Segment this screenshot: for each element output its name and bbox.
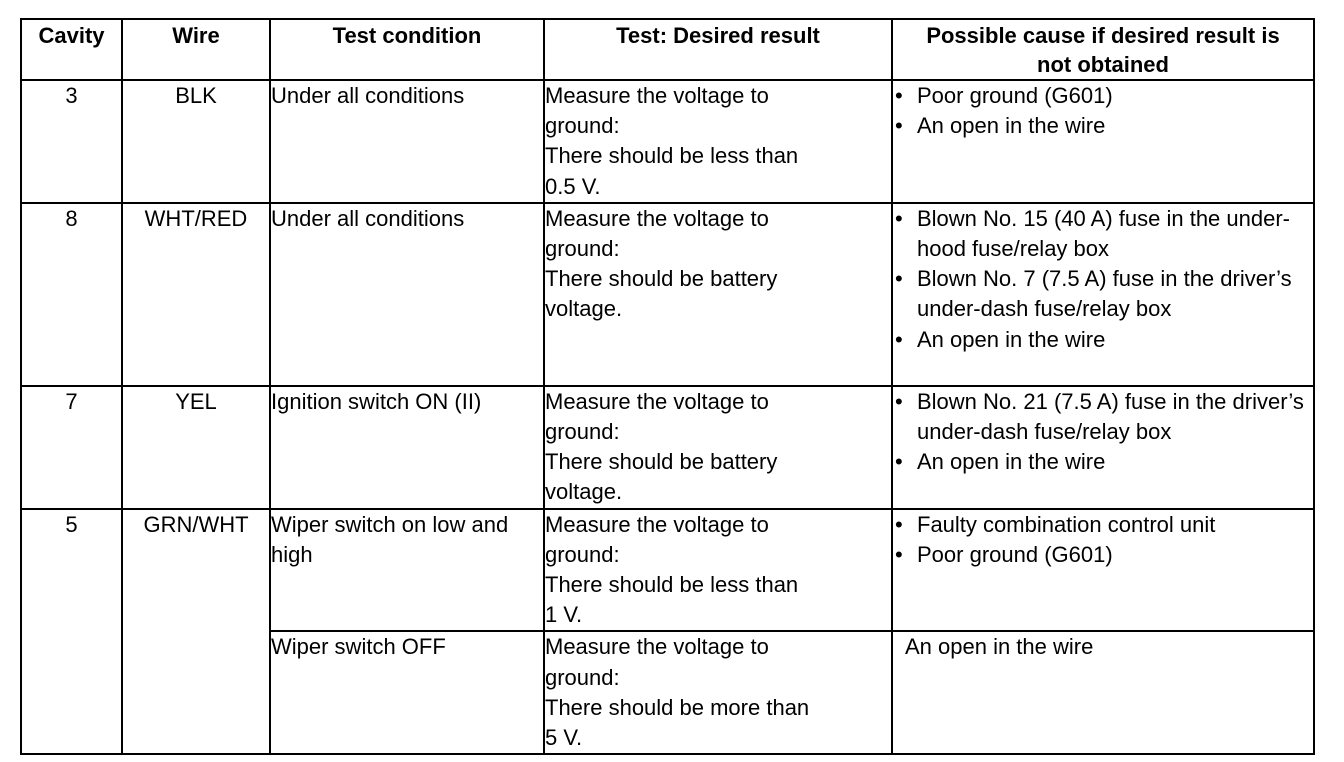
wire-cell: GRN/WHT	[122, 509, 270, 755]
possible-cause-cell	[892, 509, 1314, 632]
cause-item: • Poor ground (G601)	[893, 540, 1313, 570]
header-wire: Wire	[122, 19, 270, 80]
desired-result-cell: Measure the voltage to ground: There should be battery voltage.	[544, 203, 892, 386]
connector-test-table	[20, 18, 1315, 755]
cause-item: • Faulty combination control unit	[893, 510, 1313, 540]
desired-result-cell: Measure the voltage to ground: There should be less than 0.5 V.	[544, 80, 892, 203]
table-row	[21, 509, 1314, 632]
possible-cause-cell	[892, 80, 1314, 203]
header-desired-result: Test: Desired result	[544, 19, 892, 80]
header-test-condition: Test condition	[270, 19, 544, 80]
cause-item: • Blown No. 21 (7.5 A) fuse in the driver’s under-dash fuse/relay box	[893, 387, 1313, 447]
cavity-cell: 7	[21, 386, 122, 509]
cavity-cell: 3	[21, 80, 122, 203]
cause-item: • Blown No. 7 (7.5 A) fuse in the driver’s under-dash fuse/relay box	[893, 264, 1313, 324]
cause-item: • Poor ground (G601)	[893, 81, 1313, 111]
possible-cause-cell	[892, 203, 1314, 386]
wiring-test-document	[20, 18, 1315, 755]
header-cavity: Cavity	[21, 19, 122, 80]
wire-cell: YEL	[122, 386, 270, 509]
wire-cell: WHT/RED	[122, 203, 270, 386]
cavity-cell: 5	[21, 509, 122, 755]
cause-item: • Blown No. 15 (40 A) fuse in the under-hood fuse/relay box	[893, 204, 1313, 264]
desired-result-cell: Measure the voltage to ground: There should be more than 5 V.	[544, 631, 892, 754]
table-row	[21, 386, 1314, 509]
test-condition-cell: Ignition switch ON (II)	[270, 386, 544, 509]
wire-cell: BLK	[122, 80, 270, 203]
desired-result-cell: Measure the voltage to ground: There should be less than 1 V.	[544, 509, 892, 632]
cause-item: • An open in the wire	[893, 325, 1313, 355]
header-possible-cause: Possible cause if desired result is not obtained	[892, 19, 1314, 80]
test-condition-cell: Wiper switch on low and high	[270, 509, 544, 632]
table-header-row	[21, 19, 1314, 80]
cause-item: • An open in the wire	[893, 447, 1313, 477]
table-row	[21, 203, 1314, 386]
possible-cause-cell: An open in the wire	[892, 631, 1314, 754]
possible-cause-cell	[892, 386, 1314, 509]
test-condition-cell: Under all conditions	[270, 203, 544, 386]
test-condition-cell: Wiper switch OFF	[270, 631, 544, 754]
test-condition-cell: Under all conditions	[270, 80, 544, 203]
desired-result-cell: Measure the voltage to ground: There should be battery voltage.	[544, 386, 892, 509]
cause-item: • An open in the wire	[893, 111, 1313, 141]
cavity-cell: 8	[21, 203, 122, 386]
table-row	[21, 80, 1314, 203]
